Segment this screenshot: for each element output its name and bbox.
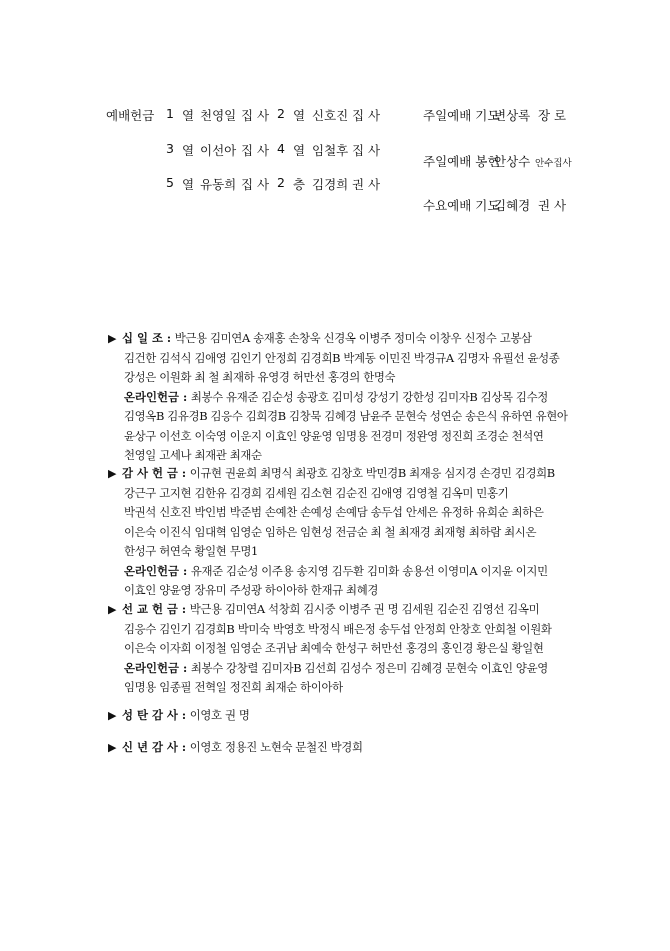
tithe-online-line-3: 윤상구 이선호 이숙영 이운지 이효인 양윤영 임명용 전경미 정완영 정진희 조경순 천석연 <box>124 428 544 443</box>
newyear-section <box>108 738 578 758</box>
offering-row-2-a-num: 3 <box>166 141 174 156</box>
offering-row-2-b-unit: 열 <box>293 143 306 158</box>
thanks-line-1: 이규현 권윤희 최명식 최광호 김창호 박민경B 최재응 심지경 손경민 김경희B <box>189 466 555 480</box>
offering-row-3-a-name: 유동희 <box>200 177 237 192</box>
newyear-marker-icon: ▶ <box>108 741 117 754</box>
offering-row-2-b-title: 집 사 <box>352 143 381 158</box>
offering-row-3-b-title: 권 사 <box>352 177 381 192</box>
mission-online-label: 온라인헌금 : <box>124 660 188 675</box>
offering-row-1-b-unit: 열 <box>293 108 306 123</box>
offering-row-3-b-unit: 층 <box>293 177 306 192</box>
offering-label: 예배헌금 <box>106 108 155 123</box>
birth-label: 성 탄 감 사 : <box>122 708 187 722</box>
prayer-2-role: 주일예배 봉헌 <box>423 154 500 169</box>
thanks-online-line-2: 이효인 양윤영 장유미 주성광 하이아하 한재규 최혜경 <box>124 583 378 597</box>
tithe-line-1: 박근용 김미연A 송재홍 손창욱 신경옥 이병주 정미숙 이창우 신정수 고봉삼 <box>174 331 532 345</box>
prayer-1-name: 변상록 <box>494 108 531 123</box>
thanks-online-line-1: 유재준 김순성 이주용 송지영 김두환 김미화 송용선 이영미A 이지윤 이지민 <box>190 563 548 578</box>
birth-line-1: 이영호 권 명 <box>189 708 250 722</box>
prayer-3-title: 권 사 <box>538 198 567 213</box>
tithe-section <box>108 329 578 466</box>
tithe-marker-icon: ▶ <box>108 332 117 345</box>
offering-row-1-b-title: 집 사 <box>352 108 381 123</box>
prayer-3-role: 수요예배 기도 <box>423 198 500 213</box>
birth-marker-icon: ▶ <box>108 709 117 722</box>
thanks-line-5: 한성구 허연숙 황일현 무명1 <box>124 544 258 558</box>
offering-row-3-b-name: 김경희 <box>312 177 349 192</box>
offering-row-3-a-unit: 열 <box>182 177 195 192</box>
thanks-marker-icon: ▶ <box>108 467 117 480</box>
tithe-line-2: 김건한 김석식 김애영 김인기 안정희 김경희B 박계동 이민진 박경규A 김명자 유필선 윤성종 <box>124 350 560 365</box>
birth-section <box>108 706 578 726</box>
prayer-3-name: 김혜경 <box>494 198 531 213</box>
offering-row-3-b-num: 2 <box>277 175 285 190</box>
mission-line-3: 이은숙 이자희 이정철 임영순 조귀남 최예숙 한성구 허만선 홍경의 홍인경 황은실 황일현 <box>124 641 544 655</box>
thanks-line-3: 박권석 신호진 박인범 박준범 손예찬 손예성 손예담 송두섭 안세은 유정하 유희순 최하은 <box>124 505 544 519</box>
newyear-label: 신 년 감 사 : <box>122 740 187 754</box>
tithe-online-line-4: 천영일 고세나 최재관 최재순 <box>124 448 262 462</box>
offering-row-1-a-num: 1 <box>166 106 174 121</box>
offering-row-1-b-name: 신호진 <box>312 108 349 123</box>
tithe-online-label: 온라인헌금 : <box>124 389 188 404</box>
newyear-line-1: 이영호 정용진 노현숙 문철진 박경희 <box>189 740 363 754</box>
offering-row-1-a-unit: 열 <box>182 108 195 123</box>
mission-line-1: 박근용 김미연A 석창희 김시중 이병주 권 명 김세원 김순진 김영선 김옥미 <box>189 602 540 616</box>
mission-label: 선 교 헌 금 : <box>122 602 187 616</box>
thanks-line-4: 이은숙 이진식 임대혁 임영순 임하은 임현성 전금순 최 철 최재경 최재형 최하람 최시온 <box>124 524 537 539</box>
offering-row-2-b-name: 임철후 <box>312 143 349 158</box>
offering-row-3-a-title: 집 사 <box>241 177 270 192</box>
offering-row-1-a-name: 천영일 <box>200 108 237 123</box>
mission-online-line-1: 최봉수 강창렬 김미자B 김선희 김성수 정은미 김혜경 문현숙 이효인 양윤영 <box>190 660 548 675</box>
thanks-online-label: 온라인헌금 : <box>124 563 188 578</box>
offering-row-1-a-title: 집 사 <box>241 108 270 123</box>
mission-section <box>108 600 578 698</box>
offering-row-2-a-unit: 열 <box>182 143 195 158</box>
tithe-line-3: 강성은 이원화 최 철 최재하 유영경 허만선 홍경의 한명숙 <box>124 370 396 384</box>
prayer-2-title: 안수집사 <box>535 158 572 169</box>
prayer-1-role: 주일예배 기도 <box>423 108 500 123</box>
mission-line-2: 김응수 김인기 김경희B 박미숙 박영호 박정식 배은정 송두섭 안정희 안창호 안희철 이원화 <box>124 621 552 636</box>
thanks-section <box>108 464 578 601</box>
tithe-online-line-1: 최봉수 유재준 김순성 송광호 김미성 강성기 강한성 김미자B 김상목 김수정 <box>190 389 548 404</box>
prayer-1-title: 장 로 <box>538 108 567 123</box>
thanks-label: 감 사 헌 금 : <box>122 466 187 480</box>
mission-online-line-2: 임명용 임종필 전혁일 정진희 최재순 하이아하 <box>124 680 343 694</box>
offering-row-1-b-num: 2 <box>277 106 285 121</box>
tithe-online-line-2: 김영옥B 김유경B 김응수 김희경B 김창묵 김혜경 남윤주 문현숙 성연순 송은식 유하연 유현아 <box>124 409 568 423</box>
offering-row-3-a-num: 5 <box>166 175 174 190</box>
mission-marker-icon: ▶ <box>108 603 117 616</box>
tithe-label: 십 일 조 : <box>122 331 172 345</box>
prayer-2-name: 안상수 <box>494 154 531 169</box>
offering-row-2-a-title: 집 사 <box>241 143 270 158</box>
thanks-line-2: 강근구 고지현 김한유 김경희 김세원 김소현 김순진 김애영 김영철 김옥미 민홍기 <box>124 485 509 500</box>
offering-row-2-a-name: 이선아 <box>200 143 237 158</box>
offering-row-2-b-num: 4 <box>277 141 285 156</box>
